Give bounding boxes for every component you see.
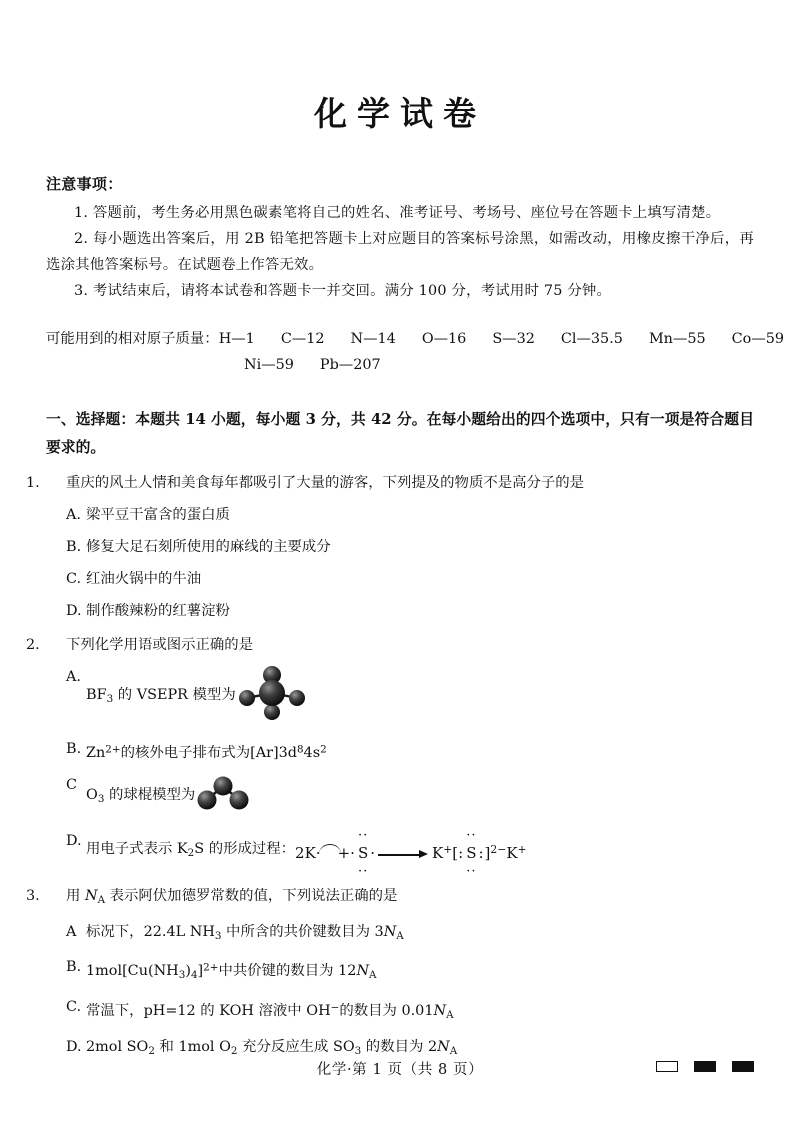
page-footer	[0, 1058, 800, 1084]
question-3-option-a-letter: A	[66, 923, 77, 940]
atomic-mass-Ni: Ni—59	[244, 357, 294, 373]
notice-item-2: 2. 每小题选出答案后，用 2B 铅笔把答题卡上对应题目的答案标号涂黑，如需改动，用橡皮擦干净后，再选涂其他答案标号。在试题卷上作答无效。	[46, 231, 754, 273]
reaction-arrow-icon	[378, 849, 430, 859]
ozone-ball-and-stick-model-icon	[195, 773, 251, 822]
question-1-option-d-text: 制作酸辣粉的红薯淀粉	[86, 603, 230, 619]
question-3-option-d-text: 2mol $SO_2$ 和 1mol $O_2$ 充分反应生成 $SO_3$ 的数目为 $2N_A$	[86, 1038, 458, 1057]
question-2-option-c-text: $O_3$ 的球棍模型为	[86, 786, 196, 805]
question-2-option-a[interactable]	[46, 665, 754, 730]
atomic-mass-section	[46, 326, 785, 378]
question-3-stem-text: 用 $N_A$ 表示阿伏加德罗常数的值，下列说法正确的是	[66, 887, 398, 906]
question-1-option-c-letter: C.	[66, 571, 82, 587]
sulfide-dot-atom: ·· S ··	[466, 828, 477, 880]
question-2-option-c[interactable]	[46, 773, 754, 822]
registration-mark-hollow	[656, 1061, 678, 1072]
atomic-mass-Pb: Pb—207	[319, 357, 381, 373]
question-2-number: 2.	[26, 637, 40, 653]
vsepr-tetrahedral-model-icon	[236, 665, 308, 730]
question-2-option-d[interactable]	[46, 828, 754, 880]
question-2-option-d-text: 用电子式表示 $K_2S$ 的形成过程：	[86, 841, 296, 860]
registration-marks	[656, 1061, 754, 1072]
question-1-option-a-letter: A.	[66, 507, 81, 523]
sulfur-dot-atom: ·· S ··	[357, 828, 369, 880]
atomic-mass-line-2	[46, 352, 754, 378]
section-heading-multiple-choice: 一、选择题：本题共 14 小题，每小题 3 分，共 42 分。在每小题给出的四个选项中，只有一项是符合题目要求的。	[46, 411, 754, 456]
question-3-option-d-letter: D.	[66, 1038, 82, 1055]
question-1-option-b-text: 修复大足石刻所使用的麻线的主要成分	[86, 539, 331, 555]
question-2-stem-text: 下列化学用语或图示正确的是	[66, 637, 254, 653]
footer-page-label: 化学·第 1 页（共 8 页）	[316, 1062, 484, 1078]
question-1-stem	[26, 471, 754, 496]
question-2-option-d-letter: D.	[66, 832, 82, 849]
question-3-option-a-text: 标况下，22.4L $NH_3$ 中所含的共价键数目为 $3N_A$	[86, 923, 404, 942]
question-3-option-b-letter: B.	[66, 959, 82, 976]
page-title: 化学试卷	[314, 94, 486, 133]
atomic-mass-Mn: Mn—55	[648, 331, 706, 347]
question-3-option-b-text: $1mol[Cu(NH_3)_4]^{2+}$中共价键的数目为 $12N_A$	[86, 961, 377, 981]
question-1-option-c-text: 红油火锅中的牛油	[86, 571, 202, 587]
question-2-option-b-letter: B.	[66, 741, 82, 757]
question-2-option-a-text: $BF_3$ 的 VSEPR 模型为	[86, 687, 236, 705]
question-2-stem	[26, 633, 754, 658]
notice-item-1: 1. 答题前，考生务必用黑色碳素笔将自己的姓名、准考证号、考场号、座位号在答题卡上填写清楚。	[74, 205, 721, 221]
question-1-option-b[interactable]	[46, 535, 754, 560]
question-3-option-a[interactable]	[46, 920, 754, 949]
question-3-number: 3.	[26, 887, 40, 904]
question-1-option-b-letter: B.	[66, 539, 82, 555]
question-2-option-c-letter: C	[66, 776, 78, 793]
question-2-option-b[interactable]	[46, 737, 754, 766]
notice-section	[46, 173, 754, 304]
atomic-mass-O: O—16	[421, 331, 467, 347]
registration-mark-filled-2	[732, 1061, 754, 1072]
atomic-mass-C: C—12	[280, 331, 325, 347]
question-1-option-d[interactable]	[46, 599, 754, 624]
lewis-structure-k2s: 2K· +· ·· S ·· · K+[: ·· S ·· :]$^{2-}$K+	[295, 828, 527, 880]
registration-mark-filled-1	[694, 1061, 716, 1072]
question-3-option-c-letter: C.	[66, 998, 82, 1015]
question-3-stem	[26, 884, 754, 913]
atomic-mass-H: H—1	[218, 331, 255, 347]
question-1-option-d-letter: D.	[66, 603, 82, 619]
atomic-mass-Cl: Cl—35.5	[560, 331, 623, 347]
atomic-mass-line-1	[46, 326, 785, 352]
electron-transfer-arc-icon	[319, 844, 341, 854]
atomic-mass-label: 可能用到的相对原子质量：	[46, 331, 219, 347]
atomic-mass-Co: Co—59	[731, 331, 785, 347]
question-3-option-b[interactable]	[46, 955, 754, 988]
question-3-option-c[interactable]	[46, 995, 754, 1028]
notice-item-3: 3. 考试结束后，请将本试卷和答题卡一并交回。满分 100 分，考试用时 75 分钟。	[74, 283, 612, 299]
question-2-option-a-letter: A.	[66, 669, 81, 685]
question-1-option-a-text: 梁平豆干富含的蛋白质	[86, 507, 230, 523]
question-1-stem-text: 重庆的风土人情和美食每年都吸引了大量的游客，下列提及的物质不是高分子的是	[66, 475, 585, 491]
question-2-option-b-text: $Zn^{2+}$的核外电子排布式为$[Ar]3d^84s^2$	[86, 743, 327, 761]
question-1-option-a[interactable]	[46, 503, 754, 528]
question-1-option-c[interactable]	[46, 567, 754, 592]
notice-heading: 注意事项：	[46, 175, 123, 193]
question-1-number: 1.	[26, 475, 40, 491]
atomic-mass-N: N—14	[350, 331, 396, 347]
question-3	[26, 884, 754, 1064]
question-2	[26, 633, 754, 880]
atomic-mass-S: S—32	[492, 331, 535, 347]
question-3-option-c-text: 常温下，pH=12 的 KOH 溶液中 OH−的数目为 $0.01N_A$	[86, 1000, 454, 1021]
question-1	[26, 471, 754, 624]
